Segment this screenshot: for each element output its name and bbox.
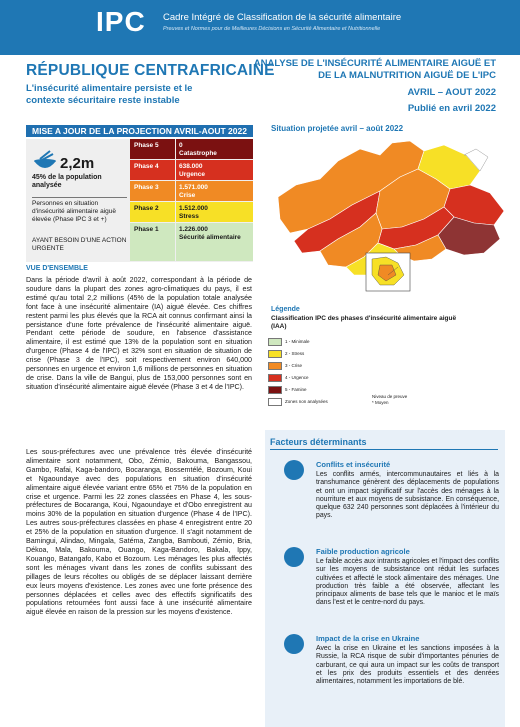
legend-swatch [268,350,282,358]
total-affected: 2,2m [60,155,95,172]
legend-swatch [268,374,282,382]
factor-text: Le faible accès aux intrants agricoles et l'impact des conflits sur les moyens de subsistance ont réduit les surfaces cultivées et affecté le stock alimentaire des ménages. Une production très faible a été observée, affectant les principaux aliments de base tels que le manioc et le maïs dans l'est et le centre-nord du pays. [316,558,499,607]
phase-4-row [130,160,253,180]
phase-2-row [130,202,253,222]
analysis-title: ANALYSE DE L'INSÉCURITÉ ALIMENTAIRE AIGUË ET DE LA MALNUTRITION AIGUË DE L'IPC [253,58,496,81]
phase-3-value [176,181,253,201]
conflict-icon [284,460,304,480]
overview-heading: VUE D'ENSEMBLE [26,265,88,272]
overview-paragraph-2: Les sous-préfectures avec une prévalence très élevée d'insécurité alimentaire sont notamment, Obo, Zémio, Bakouma, Bangassou, Gambo, Rafai, Kaga-bandoro, Bocaranga, Bossemtélé, Bozoum, Koui et Ngaoundaye avec des populations en situation d'insécurité alimentaire aiguë élevée variant entre 65% et 75% de la population en crise et urgence. Parmi les 22 zones classées en Phase 4, les sous-préfectures de Bocaranga, Koui, Ngaoundaye et d'Obo enregistrent au moins 30% de la population en situation d'urgence (Phase 4 de l'IPC). Les autres sous-préfectures classées en phase 4 enregistrent entre 20 et 25% de la population en situation d'urgence. Il s'agit notamment de Bamingui, Alindao, Mingala, Satéma, Zangba, Bambouti, Zémio, Bria, Dékoa, Mala, Bakouma, Ouango, Kaga-Bandoro, Bakala, Ippy, Kouango, Batangafo, Kabo et Bozoum. Les ménages les plus affectés sont les ménages vivant dans les zones de conflits subissant des pillages de leurs récoltes ou obligés de se déplacer laissant derrière eux leurs moyens d'existence. Les zones avec une forte présence des personnes déplacées et celles avec des effectifs significatifs des populations retournées font aussi face à une insécurité alimentaire aiguë élevée en raison de la pression sur les moyens d'existence. [26,448,252,617]
urgent-action-label: AYANT BESOIN D'UNE ACTION URGENTE [32,237,127,252]
legend-swatch [268,362,282,370]
percent-analysed: 45% de la population analysée [32,174,102,189]
factors-heading: Facteurs déterminants [270,437,367,447]
header-subtagline: Preuves et Normes pour de Meilleures Décisions en Sécurité Alimentaire et Nutritionnelle [163,26,381,32]
phase-5-count: 0 [179,142,183,149]
phase-1-label: Phase 1 [130,223,175,261]
phase-4-label: Phase 4 [130,160,175,180]
header-tagline: Cadre Intégré de Classification de la sécurité alimentaire [163,12,402,23]
ipc-logo: IPC [96,6,146,37]
phase-4-name: Urgence [179,171,206,178]
legend-swatch [268,398,282,406]
confidence-legend [372,394,432,406]
report-subtitle: L'insécurité alimentaire persiste et le contexte sécuritaire reste instable [26,83,193,106]
phase-1-name: Sécurité alimentaire [179,234,241,241]
phase-3-count: 1.571.000 [179,184,208,191]
phase-4-value [176,160,253,180]
legend-subtitle: Classification IPC des phases d'insécurité alimentaire aiguë (IAA) [271,315,457,330]
phase-1-row [130,223,253,261]
factors-divider [270,449,498,450]
factor-title: Impact de la crise en Ukraine [316,634,420,643]
phase-3-name: Crise [179,192,196,199]
phase-1-count: 1.226.000 [179,226,208,233]
crop-icon [284,547,304,567]
food-bowl-icon [32,148,58,174]
phase-2-count: 1.512.000 [179,205,208,212]
legend-swatch [268,338,282,346]
phase-2-value [176,202,253,222]
phase-2-name: Stress [179,213,199,220]
phase-3-row [130,181,253,201]
map-legend [268,337,438,415]
legend-label: 1 - Minimale [285,339,310,344]
confidence-item: * Moyen [372,400,389,405]
map-title: Situation projetée avril – août 2022 [271,124,404,133]
factor-title: Conflits et insécurité [316,460,391,469]
legend-title: Légende [271,306,300,313]
confidence-title: Niveau de preuve [372,394,408,399]
publication-date: Publié en avril 2022 [407,103,496,114]
legend-label: 4 - Urgence [285,375,309,380]
legend-label: Zones non analysées [285,399,328,404]
overview-paragraph-1: Dans la période d'avril à août 2022, correspondant à la période de soudure dans la plupart des zones agro-climatiques du pays, il est estimé qu'au total 2,2 millions (45% de la population totale analysée font face à une insécurité alimentaire (IA) aiguë élevée. Ces chiffres restent parmi les plus élevés que la RCA ait connus confirmant ainsi la persistance d'une forte prévalence de l'insécurité alimentaire aiguë. Pendant cette période de soudure, en l'absence d'assistance alimentaire, il est estimé que 13% de la population sont en situation d'urgence (Phase 4 de l'IPC) et 32% sont en situation de situation de crise (Phase 3 de l'IPC), soit respectivement environ 640,000 personnes en urgence et environ 1,6 millions de personnes en situation de crise. Dans la ville de Bangui, plus de 153,000 personnes sont en situation d'insécurité alimentaire aiguë élevée (Phase 3 et 4 de l'IPC). [26,276,252,391]
phase-2-label: Phase 2 [130,202,175,222]
factor-text: Les conflits armés, intercommunautaires et liés à la transhumance génèrent des déplacements de populations et ont un impact significatif sur l'accès des ménages à la nourriture et aux moyens de subsistance. En conséquence, quelque 632 240 personnes sont déplacées à l'intérieur du pays. [316,471,499,520]
phase-5-value [176,139,253,159]
phase-5-name: Catastrophe [179,150,217,157]
phase-5-label: Phase 5 [130,139,175,159]
factor-title: Faible production agricole [316,547,410,556]
car-phase-map [268,135,508,300]
phase-3-label: Phase 3 [130,181,175,201]
legend-label: 3 - Crise [285,363,303,368]
legend-label: 5 - Famine [285,387,307,392]
ukraine-crisis-icon [284,634,304,654]
phase-4-count: 638.000 [179,163,203,170]
phase-5-row [130,139,253,159]
stat-divider [32,197,127,198]
analysis-period: AVRIL – AOUT 2022 [407,87,496,98]
persons-description: Personnes en situation d'insécurité alimentaire aiguë élevée (Phase IPC 3 et +) [32,200,116,223]
legend-label: 2 - Stress [285,351,305,356]
country-title: RÉPUBLIQUE CENTRAFRICAINE [26,62,275,79]
factor-text: Avec la crise en Ukraine et les sanctions imposées à la Russie, la RCA risque de subir d'importantes pénuries de carburant, ce qui aura un impact sur les coûts de transport et les prix des produits essentiels et des denrées alimentaires, notamment les importations de blé. [316,645,499,686]
projection-header: MISE A JOUR DE LA PROJECTION AVRIL-AOUT 2022 [26,125,253,137]
phase-1-value [176,223,253,261]
legend-swatch [268,386,282,394]
